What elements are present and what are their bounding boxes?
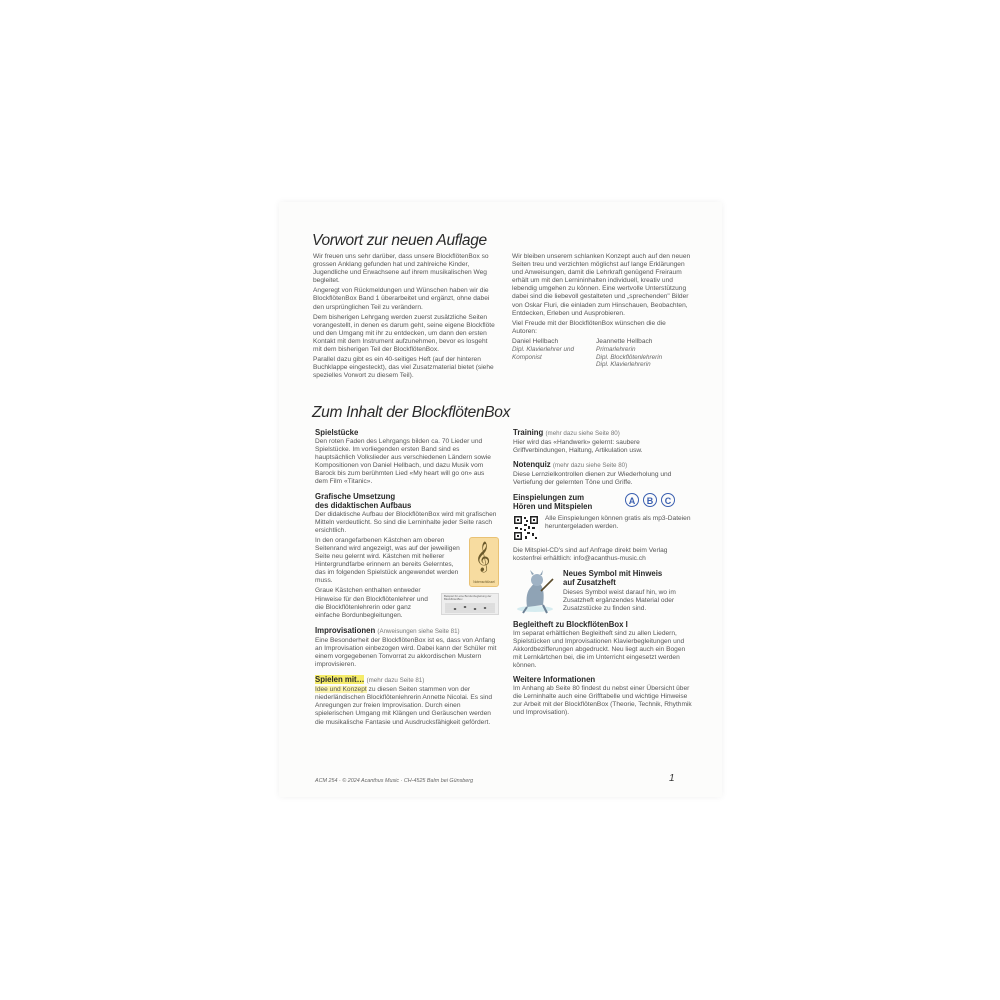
author-role: Dipl. Blockflötenlehrerin: [596, 353, 663, 361]
author-name: Jeannette Hellbach: [596, 337, 653, 345]
document-page: [279, 202, 722, 797]
neues-symbol-heading: [563, 569, 662, 587]
treble-clef-icon: 𝄞: [475, 541, 491, 572]
page-reference: (Anweisungen siehe Seite 81): [377, 627, 460, 635]
grafische-text: Graue Kästchen enthalten entweder Hinweise für den Blockflötenlehrer und die Blockflötenlehrerin oder ganz einfache Bordunbegleitungen.: [315, 587, 428, 619]
orange-tile-illustration: [469, 537, 499, 587]
badge-c-icon: C: [661, 493, 675, 507]
author-name: Daniel Hellbach: [512, 337, 559, 345]
gray-box-illustration: [441, 593, 499, 615]
begleitheft-heading: Begleitheft zu BlockflötenBox I: [513, 619, 628, 629]
einspielungen-heading-line: Hören und Mitspielen: [513, 502, 593, 512]
highlighted-text: Idee und Konzept: [315, 686, 367, 694]
notenquiz-text: Diese Lernzielkontrollen dienen zur Wiederholung und Vertiefung der gelernten Töne und Griffe.: [513, 471, 672, 487]
neues-symbol-heading-line: auf Zusatzheft: [563, 577, 616, 587]
musician-figure-icon: [513, 569, 557, 615]
gray-box-text: Beispiel für eine Bordunbegleitung der BlockflötenBox: [444, 593, 492, 602]
grafische-text: In den orangefarbenen Kästchen am oberen Seitenrand wird angezeigt, was auf der jeweiligen Seite neu gelernt wird. Kästchen mit hellerer Hintergrundfarbe erinnern an bereits Gelerntes, das im folgenden Spielstück angewendet werden muss.: [315, 536, 460, 585]
author-role: Dipl. Klavierlehrer und: [512, 345, 574, 353]
improvisationen-text: Eine Besonderheit der BlockflötenBox ist es, dass von Anfang an Improvisation einbezogen wird. Dabei kann der Schüler mit einem vorgegebenen Tonvorrat zu akkordischen Mustern improvisieren.: [315, 636, 497, 669]
weitere-heading: Weitere Informationen: [513, 675, 596, 685]
author-daniel: [512, 338, 594, 361]
page-reference: (mehr dazu siehe Seite 80): [552, 462, 628, 470]
grafische-text: Der didaktische Aufbau der BlockflötenBox wird mit grafischen Mitteln verdeutlicht. So sind die Lerninhalte jeder Seite rasch ersichtlich.: [315, 510, 497, 534]
inhalt-right-column: [513, 428, 693, 719]
footer-copyright: ACM 254 · © 2024 Acanthus Music · CH-4525 Balm bei Günsberg: [315, 778, 474, 784]
begleitheft-text: Im separat erhältlichen Begleitheft sind zu allen Liedern, Spielstücken und Improvisationen Klavierbegleitungen und Akkordbezifferungen abgedruckt. Neu liegt auch ein Bogen mit Lernkärtchen bei, die im Unterricht eingesetzt werden können.: [513, 629, 686, 669]
spielen-mit-title: Spielen mit…: [315, 675, 365, 685]
tile-caption: Notenschlüssel: [473, 579, 495, 584]
einspielungen-text: Alle Einspielungen können gratis als mp3-Dateien heruntergeladen werden.: [545, 515, 691, 531]
notenquiz-heading: [513, 460, 693, 470]
page-reference: (mehr dazu Seite 81): [366, 677, 425, 685]
neues-symbol-block: [513, 569, 693, 617]
training-heading: [513, 428, 693, 438]
author-role: Primarlehrerin: [596, 345, 636, 353]
vorwort-paragraph: Dem bisherigen Lehrgang werden zuerst zusätzliche Seiten vorangestellt, in denen es darum geht, seine eigene Blockflöte und den Umgang mit ihr zu entdecken, um dann den ersten Kontakt mit dem Instrument aufzunehmen, bevor es losgeht mit dem bisherigen Teil der BlockflötenBox.: [313, 313, 495, 354]
inhalt-title: Zum Inhalt der BlockflötenBox: [312, 404, 511, 421]
vorwort-paragraph: Viel Freude mit der BlockflötenBox wünschen die die Autoren:: [512, 319, 666, 335]
einspielungen-text-2: Die Mitspiel-CD's sind auf Anfrage direkt beim Verlag kostenfrei erhältlich: info@acanthus-music.ch: [513, 547, 668, 563]
neues-symbol-heading-line: Neues Symbol mit Hinweis: [563, 568, 663, 578]
einspielungen-heading: [513, 493, 592, 511]
page-reference: (mehr dazu siehe Seite 80): [545, 430, 620, 437]
author-role: Komponist: [512, 353, 542, 361]
vorwort-paragraph: Parallel dazu gibt es ein 40-seitiges Heft (auf der hinteren Buchklappe eingesteckt), das viel Zusatzmaterial bietet (siehe spezielles Vorwort zu diesem Teil).: [313, 356, 494, 380]
vorwort-right-column: [512, 253, 692, 372]
einspielungen-block: [513, 493, 693, 543]
neues-symbol-text: Dieses Symbol weist darauf hin, wo im Zusatzheft ergänzendes Material oder Zusatzstücke zu finden sind.: [563, 588, 676, 612]
spielstuecke-text: Den roten Faden des Lehrgangs bilden ca. 70 Lieder und Spielstücke. Im vorliegenden ersten Band sind es hauptsächlich Volkslieder aus verschiedenen Ländern sowie Kompositionen von Daniel Hellbach, und dazu Musik vom Barock bis zum berühmten Lied «My heart will go on» aus dem Film «Titanic».: [315, 438, 491, 486]
vorwort-left-column: [313, 253, 497, 382]
improvisationen-title: Improvisationen: [315, 625, 376, 635]
notenquiz-title: Notenquiz: [513, 460, 551, 470]
grafische-heading-line: Grafische Umsetzung: [315, 491, 396, 501]
grafische-heading: [315, 492, 497, 510]
badge-row: [625, 493, 675, 507]
vorwort-title: Vorwort zur neuen Auflage: [312, 232, 487, 249]
spielstuecke-heading: Spielstücke: [315, 428, 359, 437]
author-role: Dipl. Klavierlehrerin: [596, 361, 651, 369]
spielen-mit-text: [315, 686, 497, 726]
weitere-text: Im Anhang ab Seite 80 findest du nebst einer Übersicht über die Lerninhalte auch eine Grifftabelle und wichtige Hinweise zur Arbeit mit der BlockflötenBox (Theorie, Technik, Rhythmik und Improvisation).: [513, 685, 692, 717]
grafische-illustrated-block: [315, 537, 497, 620]
badge-a-icon: A: [625, 493, 639, 507]
training-text: Hier wird das «Handwerk» gelernt: saubere Griffverbindungen, Haltung, Artikulation usw.: [513, 439, 643, 455]
badge-b-icon: B: [643, 493, 657, 507]
author-jeannette: [596, 338, 692, 369]
staff-icon: [443, 603, 497, 613]
einspielungen-heading-line: Einspielungen zum: [513, 493, 585, 503]
improvisationen-heading: [315, 626, 497, 636]
author-signatures: [512, 338, 692, 372]
page-number: 1: [669, 773, 675, 784]
grafische-heading-line: des didaktischen Aufbaus: [315, 500, 412, 510]
training-title: Training: [513, 428, 544, 437]
qr-code-icon: [513, 515, 539, 541]
vorwort-paragraph: Wir bleiben unserem schlanken Konzept auch auf den neuen Seiten treu und verzichten möglichst auf lange Erklärungen und Anweisungen, damit die Lehrkraft genügend Freiraum erhält um mit den Lernininhalten individuell, kreativ und lebendig umgehen zu können. Eine wertvolle Unterstützung dabei sind die liebevoll gestalteten und „sprechenden" Bilder von Oskar Fluri, die einladen zum Hinschauen, Beobachten, Entdecken, Erleben und Ausprobieren.: [512, 253, 691, 317]
vorwort-paragraph: Angeregt von Rückmeldungen und Wünschen haben wir die BlockflötenBox Band 1 überarbeitet und ergänzt, ohne dabei den ursprünglichen Teil zu verändern.: [313, 287, 490, 311]
spielen-mit-heading: [315, 675, 497, 685]
inhalt-left-column: [315, 428, 497, 729]
spielen-mit-body: zu diesen Seiten stammen von der niederländischen Blockflötenlehrerin Annette Nicolai. Es sind Anregungen zur freien Improvisation. Durch einen spielerischen Umgang mit Klängen und Geräuschen werden die musikalische Fantasie und Ausdrucksfähigkeit gefördert.: [315, 686, 493, 726]
vorwort-paragraph: Wir freuen uns sehr darüber, dass unsere BlockflötenBox so grossen Anklang gefunden hat und zahlreiche Kinder, Jugendliche und Erwachsene auf ihrem musikalischen Weg begleitet.: [313, 253, 489, 285]
